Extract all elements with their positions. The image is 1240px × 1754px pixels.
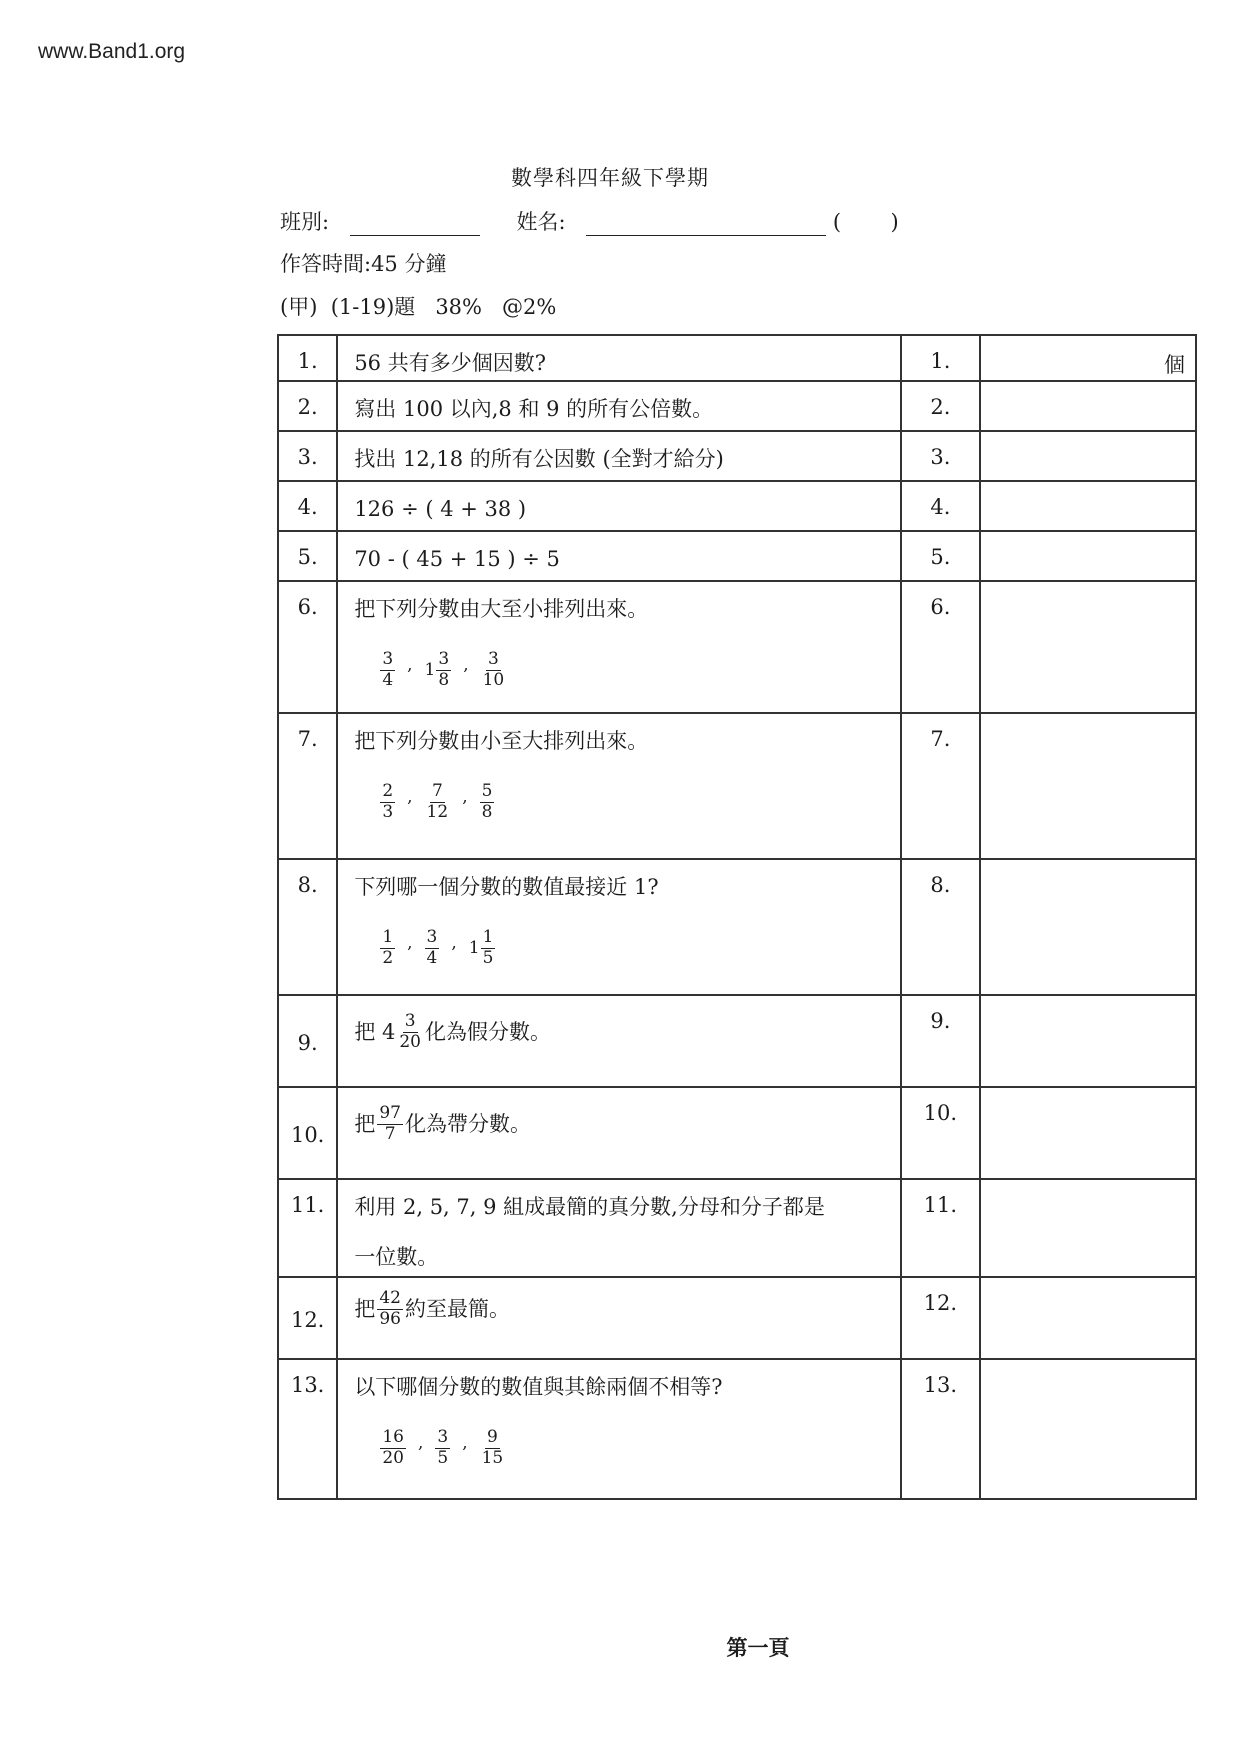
answer-number: 12.	[923, 1291, 958, 1315]
fraction	[435, 1429, 450, 1468]
fraction-numerator: 9	[487, 1427, 498, 1447]
answer-number-cell	[901, 431, 980, 481]
question-number: 6.	[297, 595, 318, 619]
question-text-cell	[337, 1277, 901, 1359]
question-number-cell	[278, 481, 337, 531]
answer-field[interactable]	[980, 995, 1196, 1087]
fraction-numerator: 3	[426, 927, 438, 947]
number-paren-open: (	[832, 210, 842, 234]
question-number-cell	[278, 381, 337, 431]
question-text-cell	[337, 1359, 901, 1499]
fraction-denominator: 15	[481, 1447, 504, 1468]
question-text-pre: 把	[354, 1112, 376, 1137]
question-number: 3.	[297, 445, 318, 469]
fraction	[380, 783, 395, 822]
question-number-cell	[278, 1359, 337, 1499]
question-row	[278, 481, 1196, 531]
fraction	[380, 651, 395, 690]
class-name-row	[280, 206, 899, 236]
section-label: (甲) (1-19)題 38% @2%	[280, 295, 557, 319]
answer-number-cell	[901, 1087, 980, 1179]
question-text: 寫出 100 以內,8 和 9 的所有公倍數。	[354, 397, 714, 421]
answer-field[interactable]	[980, 1087, 1196, 1179]
question-text-cell	[337, 713, 901, 859]
question-number-cell	[278, 1087, 337, 1179]
class-field[interactable]	[350, 213, 480, 236]
time-label: 作答時間:45 分鐘	[280, 252, 447, 276]
answer-number: 3.	[930, 445, 951, 469]
answer-field[interactable]	[980, 581, 1196, 713]
question-number: 11.	[290, 1193, 325, 1217]
fraction-denominator: 12	[426, 801, 449, 822]
question-number-cell	[278, 1277, 337, 1359]
answer-field[interactable]	[980, 335, 1196, 381]
question-text-cell	[337, 531, 901, 581]
fraction-denominator: 8	[438, 669, 450, 690]
question-row	[278, 581, 1196, 713]
fraction-numerator: 42	[379, 1288, 401, 1308]
answer-number: 5.	[930, 545, 951, 569]
fraction	[480, 783, 495, 822]
fraction	[480, 1429, 506, 1468]
question-text-cell	[337, 1087, 901, 1179]
fraction-numerator: 16	[382, 1427, 404, 1447]
answer-number-cell	[901, 581, 980, 713]
watermark: www.Band1.org	[38, 40, 186, 63]
answer-field[interactable]	[980, 1277, 1196, 1359]
question-text-pre: 把	[354, 1297, 376, 1322]
question-number-cell	[278, 335, 337, 381]
question-row	[278, 1277, 1196, 1359]
question-row	[278, 431, 1196, 481]
fraction-list	[354, 1429, 899, 1468]
answer-number: 8.	[930, 873, 951, 897]
fraction-denominator: 2	[382, 947, 394, 968]
fraction	[380, 1429, 406, 1468]
fraction-whole: 1	[468, 938, 480, 959]
name-label: 姓名:	[516, 210, 566, 234]
answer-number: 1.	[930, 349, 951, 373]
answer-number: 7.	[930, 727, 951, 751]
question-number: 9.	[297, 1031, 318, 1055]
answer-number-cell	[901, 1179, 980, 1277]
fraction	[397, 1013, 423, 1052]
page-title: 數學科四年級下學期	[511, 166, 709, 190]
fraction-denominator: 5	[482, 947, 494, 968]
answer-number-cell	[901, 381, 980, 431]
question-number-cell	[278, 531, 337, 581]
fraction-separator: ,	[451, 933, 457, 954]
fraction-numerator: 3	[382, 649, 394, 669]
answer-number: 9.	[930, 1009, 951, 1033]
question-row	[278, 531, 1196, 581]
question-text: 以下哪個分數的數值與其餘兩個不相等?	[354, 1375, 723, 1399]
fraction-denominator: 96	[379, 1308, 401, 1329]
question-number: 8.	[297, 873, 318, 897]
question-row	[278, 381, 1196, 431]
number-paren-close: )	[890, 210, 899, 234]
question-row	[278, 1179, 1196, 1277]
question-number-cell	[278, 995, 337, 1087]
fraction	[380, 929, 395, 968]
answer-unit: 個	[1164, 353, 1185, 377]
answer-number: 13.	[923, 1373, 958, 1397]
answer-number-cell	[901, 1277, 980, 1359]
fraction-separator: ,	[463, 655, 469, 676]
fraction	[425, 929, 440, 968]
question-text-cell	[337, 381, 901, 431]
answer-number-cell	[901, 713, 980, 859]
answer-field[interactable]	[980, 1359, 1196, 1499]
question-text: 126 ÷ ( 4 + 38 )	[354, 497, 527, 521]
fraction	[377, 1105, 403, 1144]
fraction-numerator: 3	[488, 649, 499, 669]
question-number: 12.	[290, 1308, 325, 1332]
question-text: 56 共有多少個因數?	[354, 351, 546, 375]
answer-number-cell	[901, 335, 980, 381]
question-text-cell	[337, 1179, 901, 1277]
question-table	[277, 334, 1197, 1500]
question-row	[278, 1087, 1196, 1179]
question-number-cell	[278, 581, 337, 713]
fraction-numerator: 3	[437, 1427, 449, 1447]
fraction	[481, 651, 507, 690]
fraction	[425, 651, 452, 690]
answer-number: 6.	[930, 595, 951, 619]
question-number: 13.	[290, 1373, 325, 1397]
answer-field[interactable]	[980, 431, 1196, 481]
fraction-numerator: 2	[382, 781, 394, 801]
fraction-numerator: 5	[481, 781, 493, 801]
question-number: 2.	[297, 395, 318, 419]
fraction-separator: ,	[462, 787, 468, 808]
fraction-denominator: 20	[399, 1031, 421, 1052]
question-text: 把下列分數由大至小排列出來。	[354, 597, 649, 621]
fraction-numerator: 7	[431, 781, 443, 801]
question-text-cell	[337, 995, 901, 1087]
question-text	[354, 1279, 899, 1329]
question-text-cell	[337, 581, 901, 713]
question-number: 1.	[297, 349, 318, 373]
question-row	[278, 335, 1196, 381]
fraction-list	[354, 783, 899, 822]
fraction	[469, 929, 496, 968]
question-number-cell	[278, 1179, 337, 1277]
answer-number-cell	[901, 1359, 980, 1499]
question-text: 找出 12,18 的所有公因數 (全對才給分)	[354, 447, 724, 471]
answer-number: 2.	[930, 395, 951, 419]
answer-number: 11.	[923, 1193, 958, 1217]
fraction-separator: ,	[462, 1433, 468, 1454]
answer-number-cell	[901, 995, 980, 1087]
page-number: 第一頁	[726, 1635, 790, 1660]
question-row	[278, 713, 1196, 859]
answer-number-cell	[901, 859, 980, 995]
fraction-denominator: 4	[426, 947, 438, 968]
answer-field[interactable]	[980, 713, 1196, 859]
answer-field[interactable]	[980, 859, 1196, 995]
fraction-denominator: 8	[481, 801, 493, 822]
question-text-cell	[337, 481, 901, 531]
question-number: 7.	[297, 727, 318, 751]
answer-number-cell	[901, 531, 980, 581]
class-label: 班別:	[280, 210, 330, 234]
question-number-cell	[278, 713, 337, 859]
question-text	[354, 1089, 899, 1144]
fraction-separator: ,	[417, 1433, 424, 1454]
answer-field[interactable]	[980, 481, 1196, 531]
fraction-numerator: 3	[404, 1011, 416, 1031]
question-text-line2: 一位數。	[354, 1245, 439, 1269]
question-number: 10.	[290, 1123, 325, 1147]
fraction-whole: 1	[424, 660, 436, 681]
answer-number-cell	[901, 481, 980, 531]
question-text: 把下列分數由小至大排列出來。	[354, 729, 649, 753]
question-row	[278, 1359, 1196, 1499]
fraction-separator: ,	[407, 655, 413, 676]
question-row	[278, 859, 1196, 995]
question-number: 5.	[297, 545, 318, 569]
question-text-cell	[337, 859, 901, 995]
question-text: 利用 2, 5, 7, 9 組成最簡的真分數,分母和分子都是	[354, 1195, 825, 1219]
fraction-numerator: 3	[438, 649, 450, 669]
fraction-numerator: 1	[382, 927, 394, 947]
answer-number: 4.	[930, 495, 951, 519]
question-text-cell	[337, 431, 901, 481]
fraction-denominator: 10	[482, 669, 505, 690]
fraction-denominator: 4	[382, 669, 394, 690]
question-text: 下列哪一個分數的數值最接近 1?	[354, 875, 659, 899]
fraction-denominator: 5	[437, 1447, 449, 1468]
question-number-cell	[278, 431, 337, 481]
fraction	[377, 1290, 403, 1329]
fraction-denominator: 7	[384, 1123, 396, 1144]
name-field[interactable]	[586, 213, 826, 236]
answer-number: 10.	[923, 1101, 958, 1125]
question-text	[354, 997, 899, 1052]
answer-field[interactable]	[980, 531, 1196, 581]
fraction-separator: ,	[407, 933, 413, 954]
question-text-post: 化為假分數。	[425, 1020, 551, 1045]
fraction-list	[354, 651, 899, 690]
fraction-numerator: 97	[379, 1103, 401, 1123]
fraction	[425, 783, 451, 822]
question-number: 4.	[297, 495, 318, 519]
question-text-cell	[337, 335, 901, 381]
question-row	[278, 995, 1196, 1087]
fraction-numerator: 1	[482, 927, 494, 947]
fraction-denominator: 3	[382, 801, 394, 822]
fraction-denominator: 20	[382, 1447, 404, 1468]
question-number-cell	[278, 859, 337, 995]
fraction-list	[354, 929, 899, 968]
question-text-post: 約至最簡。	[404, 1297, 510, 1322]
answer-field[interactable]	[980, 381, 1196, 431]
question-text-post: 化為帶分數。	[404, 1112, 531, 1137]
question-text: 70 - ( 45 + 15 ) ÷ 5	[354, 547, 560, 571]
question-text-pre: 把 4	[354, 1020, 396, 1045]
answer-field[interactable]	[980, 1179, 1196, 1277]
fraction-separator: ,	[407, 787, 413, 808]
